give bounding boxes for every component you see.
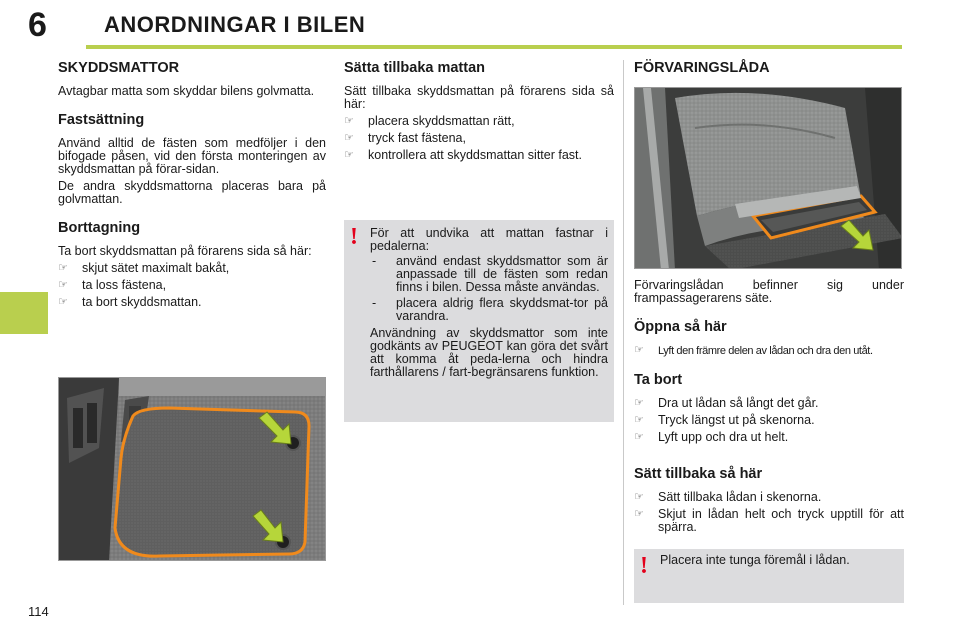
pointing-hand-icon: ☞ xyxy=(634,397,644,409)
column-storage xyxy=(634,60,904,85)
pointing-hand-icon: ☞ xyxy=(58,296,68,308)
column-skyddsmattor xyxy=(58,60,326,313)
section-title-refit: Sätta tillbaka mattan xyxy=(344,60,486,76)
page-number: 114 xyxy=(28,604,49,619)
column-refit-mat xyxy=(344,60,614,166)
list-item: - använd endast skyddsmattor som är anpassade till de fästen som redan finns i bilen. Dessa måste användas. xyxy=(372,254,608,294)
header-rule xyxy=(86,45,902,49)
storage-drawer-illustration xyxy=(635,88,902,269)
list-item: ☞ Sätt tillbaka lådan i skenorna. xyxy=(634,490,822,504)
column-divider xyxy=(623,60,624,605)
heading-refit: Sätt tillbaka så här xyxy=(634,466,763,482)
list-item: ☞ kontrollera att skyddsmattan sitter fast. xyxy=(344,148,582,162)
floor-mat-illustration xyxy=(59,378,326,561)
pointing-hand-icon: ☞ xyxy=(58,262,68,274)
heading-removal: Borttagning xyxy=(58,220,141,236)
pointing-hand-icon: ☞ xyxy=(634,508,644,520)
warning-outro: Användning av skyddsmattor som inte godkänts av PEUGEOT kan göra det svårt att komma åt peda-lerna och hindra farthållarens / fart-begränsarens funktion. xyxy=(370,326,608,379)
pointing-hand-icon: ☞ xyxy=(58,279,68,291)
remove-steps xyxy=(634,397,904,444)
pointing-hand-icon: ☞ xyxy=(634,414,644,426)
fastening-text-1: Använd alltid de fästen som medföljer i den bifogade påsen, vid den första monteringen av skyddsmattan på förar-sidan. xyxy=(58,136,326,176)
list-item: ☞ Tryck längst ut på skenorna. xyxy=(634,413,815,427)
list-item: ☞ Dra ut lådan så långt det går. xyxy=(634,396,819,410)
list-item: ☞ tryck fast fästena, xyxy=(344,131,466,145)
pointing-hand-icon: ☞ xyxy=(634,491,644,503)
list-item: ☞ Lyft den främre delen av lådan och dra den utåt. xyxy=(634,344,873,357)
section-title-storage: FÖRVARINGSLÅDA xyxy=(634,60,770,76)
list-item: ☞ skjut sätet maximalt bakåt, xyxy=(58,261,230,275)
chapter-side-tab xyxy=(0,292,48,334)
warning-intro: För att undvika att mattan fastnar i pedalerna: xyxy=(370,226,608,253)
pointing-hand-icon: ☞ xyxy=(634,344,644,356)
refit-steps xyxy=(344,115,614,162)
storage-details xyxy=(634,279,904,538)
list-item: ☞ ta bort skyddsmattan. xyxy=(58,295,202,309)
warning-box-heavy-objects xyxy=(634,549,904,603)
chapter-number: 6 xyxy=(28,6,47,44)
heading-remove: Ta bort xyxy=(634,372,683,388)
pointing-hand-icon: ☞ xyxy=(634,431,644,443)
warning-list xyxy=(370,255,608,323)
warning-icon: ! xyxy=(640,553,648,579)
list-item: ☞ placera skyddsmattan rätt, xyxy=(344,114,515,128)
heading-fastening: Fastsättning xyxy=(58,112,145,128)
pointing-hand-icon: ☞ xyxy=(344,115,354,127)
refit-intro: Sätt tillbaka skyddsmattan på förarens sida så här: xyxy=(344,84,614,111)
intro-text: Avtagbar matta som skyddar bilens golvmatta. xyxy=(58,84,315,98)
storage-drawer-photo xyxy=(634,87,902,269)
list-item: ☞ Skjut in lådan helt och tryck upptill för att spärra. xyxy=(634,507,904,534)
warning-box-pedals xyxy=(344,220,614,422)
pointing-hand-icon: ☞ xyxy=(344,149,354,161)
pointing-hand-icon: ☞ xyxy=(344,132,354,144)
list-item: ☞ Lyft upp och dra ut helt. xyxy=(634,430,789,444)
section-title-skyddsmattor: SKYDDSMATTOR xyxy=(58,60,180,76)
removal-intro: Ta bort skyddsmattan på förarens sida så här: xyxy=(58,244,312,258)
list-item: - placera aldrig flera skyddsmat-tor på varandra. xyxy=(372,296,608,323)
removal-steps xyxy=(58,262,326,309)
open-steps xyxy=(634,344,904,358)
warning-icon: ! xyxy=(350,224,358,250)
list-item: ☞ ta loss fästena, xyxy=(58,278,167,292)
chapter-title: ANORDNINGAR I BILEN xyxy=(104,12,366,37)
warning-heavy-text: Placera inte tunga föremål i lådan. xyxy=(660,553,850,567)
fastening-text-2: De andra skyddsmattorna placeras bara på golvmattan. xyxy=(58,179,326,206)
refit-drawer-steps xyxy=(634,491,904,534)
storage-caption: Förvaringslådan befinner sig under frampassagerarens säte. xyxy=(634,278,904,305)
heading-open: Öppna så här xyxy=(634,319,727,335)
floor-mat-photo xyxy=(58,377,326,561)
header-gap xyxy=(80,0,82,50)
